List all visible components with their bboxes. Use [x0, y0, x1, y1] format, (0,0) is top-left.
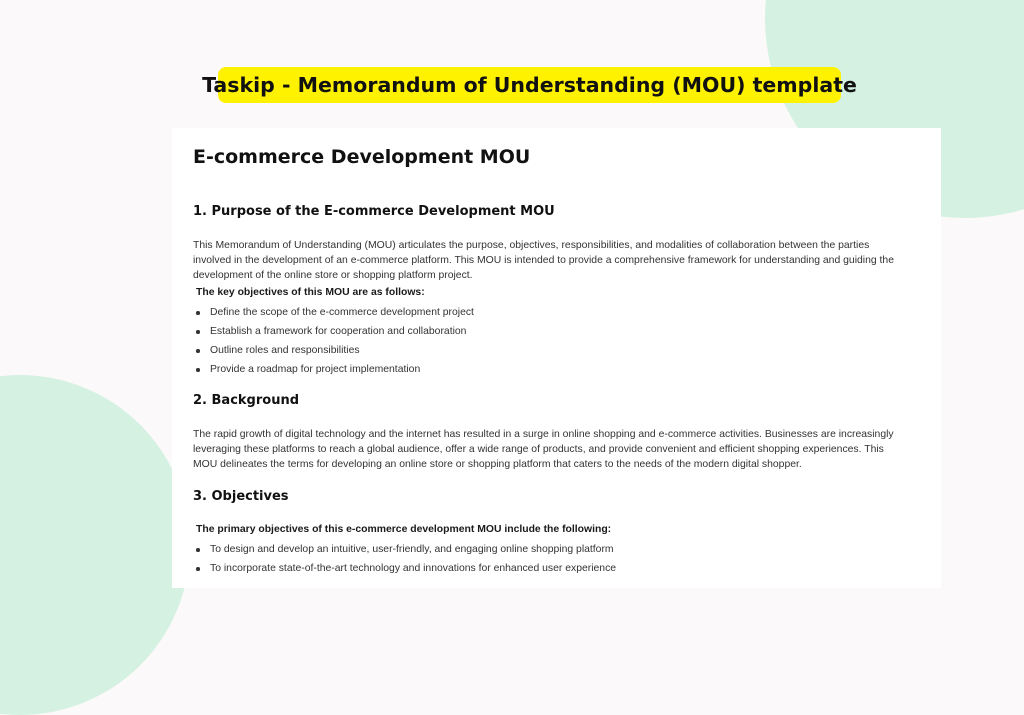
section-paragraph-purpose: This Memorandum of Understanding (MOU) articulates the purpose, objectives, responsibilities, and modalities of collaboration between the parties involved in the development of an e-commerce platform. This MOU is intended to provide a comprehensive framework for understanding and guiding the development of the online store or shopping platform project.: [193, 240, 894, 281]
list-item: Outline roles and responsibilities: [193, 343, 474, 362]
bullet-list-objectives: [193, 542, 616, 580]
list-item: To incorporate state-of-the-art technology and innovations for enhanced user experience: [193, 561, 616, 580]
template-banner-title: Taskip - Memorandum of Understanding (MOU) template: [218, 67, 841, 103]
section-lead-purpose: The key objectives of this MOU are as follows:: [196, 287, 425, 298]
section-paragraph-background: The rapid growth of digital technology and the internet has resulted in a surge in online shopping and e-commerce activities. Businesses are increasingly leveraging these platforms to reach a global audience, offer a wide range of products, and provide convenient and efficient shopping experiences. This MOU delineates the terms for developing an online store or shopping platform that caters to the needs of the modern digital shopper.: [193, 429, 894, 470]
list-item: Establish a framework for cooperation and collaboration: [193, 324, 474, 343]
list-item: To design and develop an intuitive, user-friendly, and engaging online shopping platform: [193, 542, 616, 561]
document-title: E-commerce Development MOU: [193, 146, 531, 168]
document-page: [172, 128, 941, 588]
decorative-circle-bottom-left: [0, 375, 190, 715]
section-heading-objectives: 3. Objectives: [193, 489, 289, 504]
section-heading-purpose: 1. Purpose of the E-commerce Development MOU: [193, 204, 555, 219]
section-heading-background: 2. Background: [193, 393, 300, 408]
bullet-list-purpose: [193, 305, 474, 381]
section-lead-objectives: The primary objectives of this e-commerce development MOU include the following:: [196, 524, 612, 535]
list-item: Define the scope of the e-commerce development project: [193, 305, 474, 324]
list-item: Provide a roadmap for project implementation: [193, 362, 474, 381]
